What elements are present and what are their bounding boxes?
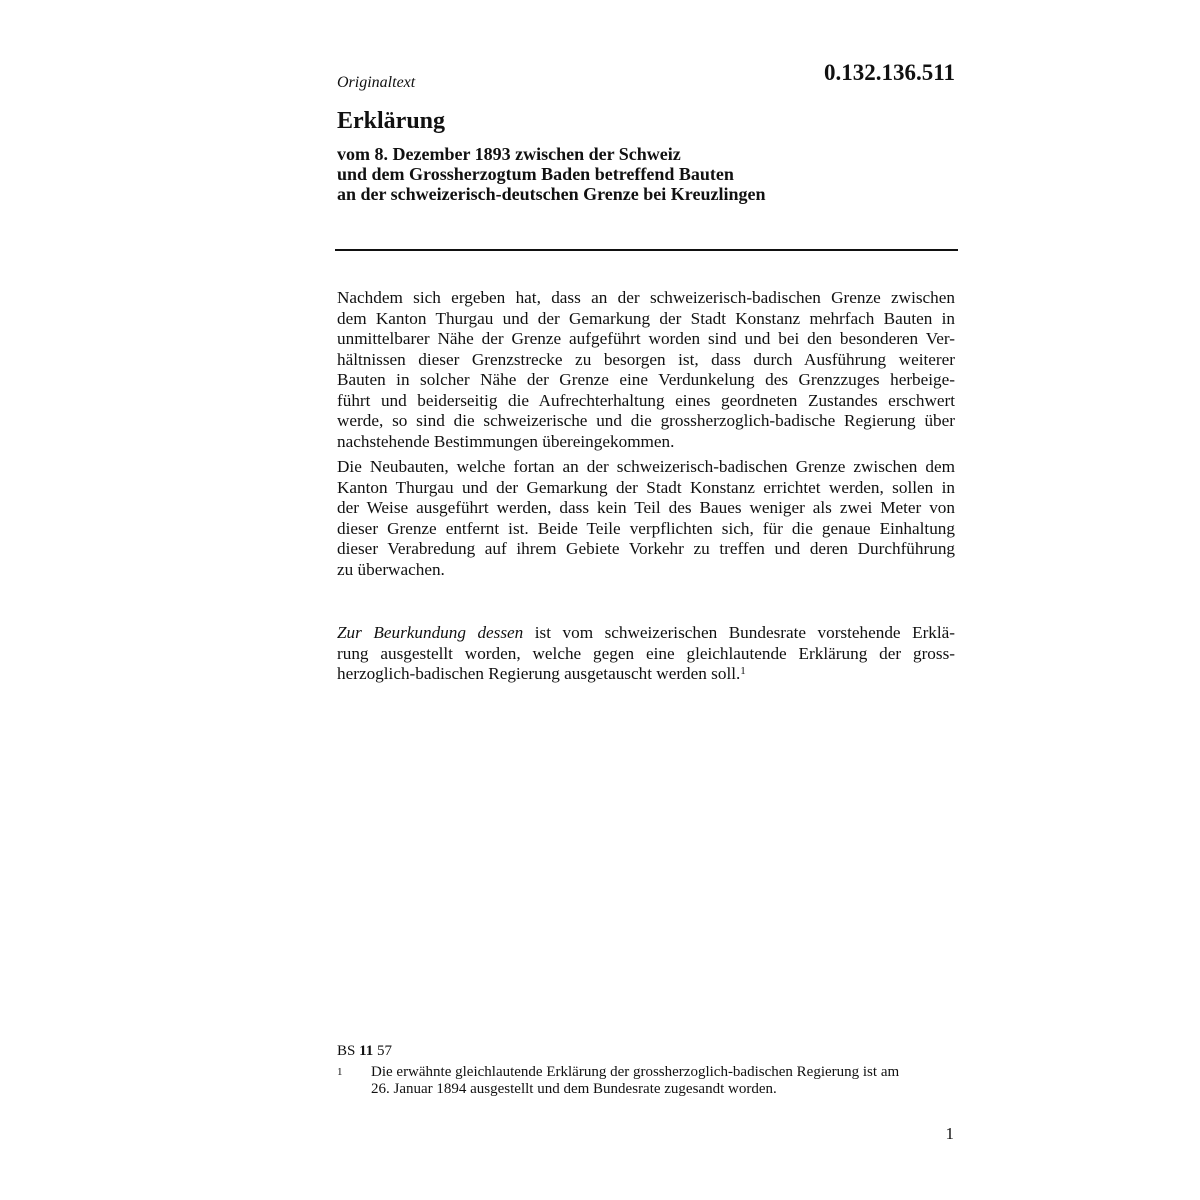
text-line: nachstehende Bestimmungen übereingekommen.: [337, 431, 675, 451]
sr-number: 0.132.136.511: [824, 60, 955, 85]
text-line: unmittelbarer Nähe der Grenze aufgeführt worden sind und bei den besonderen Ver-: [337, 329, 955, 348]
text-line: Die Neubauten, welche fortan an der schweizerisch-badischen Grenze zwischen dem: [337, 457, 955, 476]
text-line: [337, 664, 955, 685]
text-line: führt und beiderseitig die Aufrechterhaltung eines geordneten Zustandes erschwert: [337, 390, 955, 410]
document-title: Erklärung: [337, 108, 446, 134]
text-line: zu überwachen.: [337, 559, 445, 579]
footnote-text: [371, 1064, 951, 1098]
footnote-line: 26. Januar 1894 ausgestellt und dem Bundesrate zugesandt worden.: [371, 1081, 777, 1097]
source-volume: 11: [359, 1043, 374, 1059]
title-divider: [335, 249, 958, 251]
page-number: 1: [945, 1124, 954, 1143]
text-line: der Weise ausgeführt werden, dass kein Teil des Baues weniger als zwei Meter von: [337, 498, 955, 517]
text-line: Bauten in solcher Nähe der Grenze eine Verdunkelung des Grenzzuges herbeige-: [337, 370, 955, 389]
text-line: Nachdem sich ergeben hat, dass an der schweizerisch-badischen Grenze zwischen: [337, 288, 955, 307]
source-reference: [337, 1043, 392, 1060]
text-line: dieser Verabredung auf ihrem Gebiete Vorkehr zu treffen und deren Durchführung: [337, 539, 955, 558]
subtitle-line: an der schweizerisch-deutschen Grenze bei Kreuzlingen: [337, 184, 766, 204]
subtitle-line: vom 8. Dezember 1893 zwischen der Schweiz: [337, 144, 681, 164]
closing-italic-lead: Zur Beurkundung dessen: [337, 623, 524, 642]
text-line: rung ausgestellt worden, welche gegen eine gleichlautende Erklärung der gross-: [337, 643, 955, 663]
footnote-line: Die erwähnte gleichlautende Erklärung der grossherzoglich-badischen Regierung ist am: [371, 1064, 900, 1080]
footnote-number: 1: [337, 1066, 343, 1078]
text-line: Kanton Thurgau und der Gemarkung der Stadt Konstanz errichtet werden, sollen in: [337, 477, 955, 497]
closing-paragraph: [337, 623, 955, 685]
preamble-paragraph: [337, 288, 955, 452]
text-line: hältnissen dieser Grenzstrecke zu besorgen ist, dass durch Ausführung weiterer: [337, 349, 955, 369]
text-line: [337, 623, 955, 644]
text-line: dieser Grenze entfernt ist. Beide Teile verpflichten sich, für die genaue Einhaltung: [337, 518, 955, 538]
footnote-reference[interactable]: 1: [740, 665, 746, 677]
subtitle-line: und dem Grossherzogtum Baden betreffend Bauten: [337, 164, 734, 184]
text-line: werde, so sind die schweizerische und die grossherzoglich-badische Regierung über: [337, 411, 955, 430]
closing-line-end: herzoglich-badischen Regierung ausgetauscht werden soll.: [337, 664, 741, 683]
document-subtitle: [337, 144, 957, 204]
document-label: Originaltext: [337, 74, 416, 91]
provision-paragraph: [337, 457, 955, 580]
source-prefix: BS: [337, 1043, 356, 1059]
source-page: 57: [377, 1043, 393, 1059]
closing-line-rest: ist vom schweizerischen Bundesrate vorstehende Erklä-: [523, 623, 956, 642]
text-line: dem Kanton Thurgau und der Gemarkung der Stadt Konstanz mehrfach Bauten in: [337, 308, 955, 328]
